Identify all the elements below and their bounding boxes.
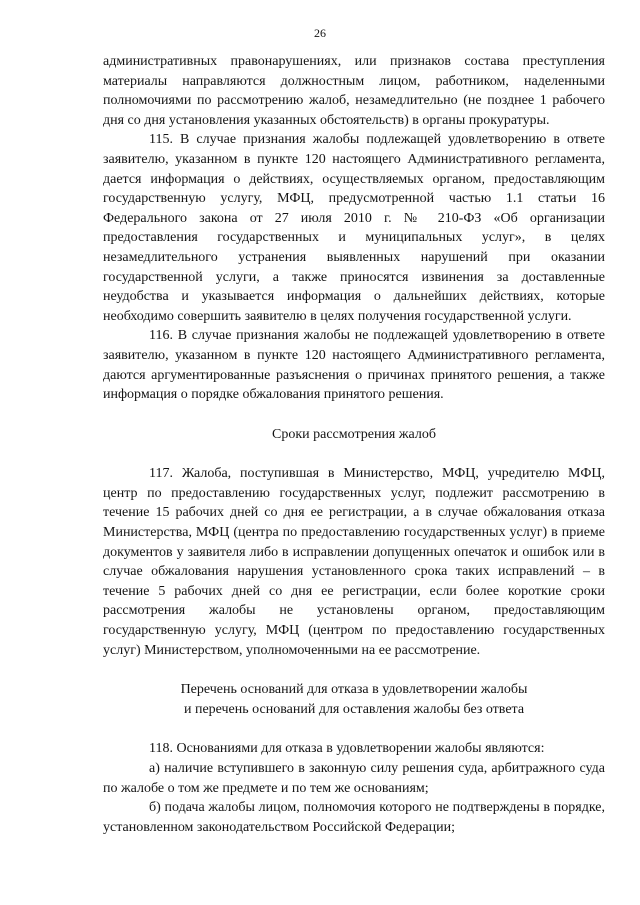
section-heading-grounds: [103, 680, 605, 719]
paragraph-118-b: б) подача жалобы лицом, полномочия которого не подтверждены в порядке, установленном законодательством Российской Федерации;: [103, 800, 605, 835]
paragraph-118: 118. Основаниями для отказа в удовлетворении жалобы являются:: [149, 741, 545, 757]
document-body: [103, 52, 605, 837]
paragraph-115: 115. В случае признания жалобы подлежащей удовлетворению в ответе заявителю, указанном в пункте 120 настоящего Административного регламента, дается информация о действиях, осуществляемых органом, предоставляющим государственную услугу, МФЦ, предусмотренной частью 1.1 статьи 16 Федерального закона от 27 июля 2010 г. № 210-ФЗ «Об организации предоставления государственных и муниципальных услуг», в целях незамедлительного устранения выявленных нарушений при оказании государственной услуги, а также приносятся извинения за доставленные неудобства и указывается информация о дальнейших действиях, которые необходимо совершить заявителю в целях получения государственной услуги.: [103, 132, 605, 324]
paragraph-118-a: а) наличие вступившего в законную силу решения суда, арбитражного суда по жалобе о том же предмете и по тем же основаниям;: [103, 761, 605, 796]
section-heading-grounds-line-1: Перечень оснований для отказа в удовлетворении жалобы: [180, 682, 528, 698]
paragraph-continuation: административных правонарушениях, или признаков состава преступления материалы направляются должностным лицом, работником, наделенными полномочиями по рассмотрению жалоб, незамедлительно (не позднее 1 рабочего дня со дня установления указанных обстоятельств) в органы прокуратуры.: [103, 54, 605, 128]
paragraph-117: 117. Жалоба, поступившая в Министерство, МФЦ, учредителю МФЦ, центр по предоставлению государственных услуг, подлежит рассмотрению в течение 15 рабочих дней со дня ее регистрации, а в случае обжалования отказа Министерства, МФЦ (центра по предоставлению государственных услуг) в приеме документов у заявителя либо в исправлении допущенных опечаток и ошибок или в случае обжалования нарушения установленного срока таких исправлений – в течение 5 рабочих дней со дня ее регистрации, если более короткие сроки рассмотрения жалобы не установлены органом, предоставляющим государственную услугу, МФЦ (центром по предоставлению государственных услуг) Министерством, уполномоченными на ее рассмотрение.: [103, 466, 605, 658]
page-number: 26: [314, 26, 326, 40]
paragraph-116: 116. В случае признания жалобы не подлежащей удовлетворению в ответе заявителю, указанном в пункте 120 настоящего Административного регламента, даются аргументированные разъяснения о причинах принятого решения, а также информация о порядке обжалования принятого решения.: [103, 328, 605, 403]
section-heading-grounds-line-2: и перечень оснований для оставления жалобы без ответа: [183, 701, 525, 717]
section-heading-terms: Сроки рассмотрения жалоб: [272, 426, 436, 442]
